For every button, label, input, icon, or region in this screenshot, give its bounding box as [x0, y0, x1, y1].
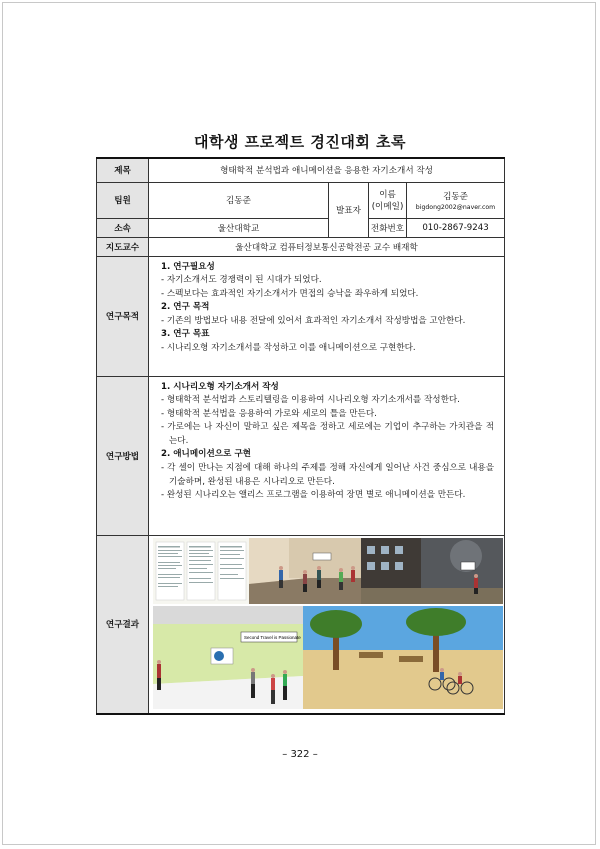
- member-name: 김동준: [149, 182, 329, 218]
- label-advisor: 지도교수: [97, 237, 149, 256]
- bullet-item: - 자기소개서도 경쟁력이 된 시대가 되었다.: [161, 275, 322, 286]
- section-heading: 2. 애니메이션으로 구현: [161, 449, 251, 460]
- bullet-item: - 완성된 시나리오는 앨리스 프로그램을 이용하여 장면 별로 애니메이션을 만든다.: [161, 490, 466, 501]
- page-number: – 322 –: [282, 749, 318, 760]
- presenter-email: bigdong2002@naver.com: [415, 203, 496, 211]
- label-phone: 전화번호: [369, 218, 407, 237]
- advisor: 울산대학교 컴퓨터정보통신공학전공 교수 배재학: [149, 237, 505, 256]
- label-purpose: 연구목적: [97, 256, 149, 376]
- abstract-form-table: [96, 157, 505, 715]
- document-screenshot: [153, 538, 249, 604]
- results-images: [149, 535, 505, 714]
- bullet-item: - 형태학적 분석법을 응용하여 가로와 세로의 틀을 만든다.: [161, 408, 377, 419]
- results-collage: [149, 536, 503, 711]
- scene-caption: Second Travel is Passionate: [244, 634, 301, 640]
- row-purpose: [97, 256, 505, 376]
- bullet-item: - 시나리오형 자기소개서를 작성하고 이를 애니메이션으로 구현한다.: [161, 343, 416, 354]
- label-presenter: 발표자: [329, 182, 369, 237]
- row-member: [97, 182, 505, 218]
- row-title: [97, 158, 505, 182]
- row-advisor: [97, 237, 505, 256]
- bullet-item: - 각 셀이 만나는 지점에 대해 하나의 주제를 정해 자신에게 일어난 사건 중심으로 내용을 기술하며, 완성된 내용은 시나리오로 만든다.: [161, 463, 495, 487]
- section-heading: 2. 연구 목적: [161, 302, 210, 313]
- label-member: 팀원: [97, 182, 149, 218]
- affiliation: 울산대학교: [149, 218, 329, 237]
- section-heading: 3. 연구 목표: [161, 329, 210, 340]
- label-title: 제목: [97, 158, 149, 182]
- label-results: 연구결과: [97, 535, 149, 714]
- bullet-item: - 스펙보다는 효과적인 자기소개서가 면접의 승낙을 좌우하게 되었다.: [161, 288, 419, 299]
- presenter-info: 김동준 bigdong2002@naver.com: [407, 182, 505, 218]
- purpose-content: [149, 256, 505, 376]
- project-title: 형태학적 분석법과 애니메이션을 응용한 자기소개서 작성: [149, 158, 505, 182]
- method-content: [149, 376, 505, 535]
- section-heading: 1. 시나리오형 자기소개서 작성: [161, 381, 279, 392]
- label-method: 연구방법: [97, 376, 149, 535]
- bullet-item: - 형태학적 분석법과 스토리텔링을 이용하여 시나리오형 자기소개서를 작성한다.: [161, 395, 460, 406]
- label-name-email: 이름 (이메일): [369, 182, 407, 218]
- bullet-item: - 가로에는 나 자신이 말하고 싶은 제목을 정하고 세로에는 기업이 추구하는 가치관을 적는다.: [161, 422, 495, 446]
- row-results: [97, 535, 505, 714]
- section-heading: 1. 연구필요성: [161, 261, 215, 272]
- room-scene: [249, 538, 361, 604]
- row-affiliation: [97, 218, 505, 237]
- park-scene: [303, 606, 503, 709]
- bullet-item: - 기존의 방법보다 내용 전달에 있어서 효과적인 자기소개서 작성방법을 고안한다.: [161, 315, 466, 326]
- gallery-scene: [153, 606, 303, 709]
- street-scene: [361, 538, 503, 604]
- label-affiliation: 소속: [97, 218, 149, 237]
- page-title: 대학생 프로젝트 경진대회 초록: [193, 133, 407, 151]
- row-method: [97, 376, 505, 535]
- phone-number: 010-2867-9243: [407, 218, 505, 237]
